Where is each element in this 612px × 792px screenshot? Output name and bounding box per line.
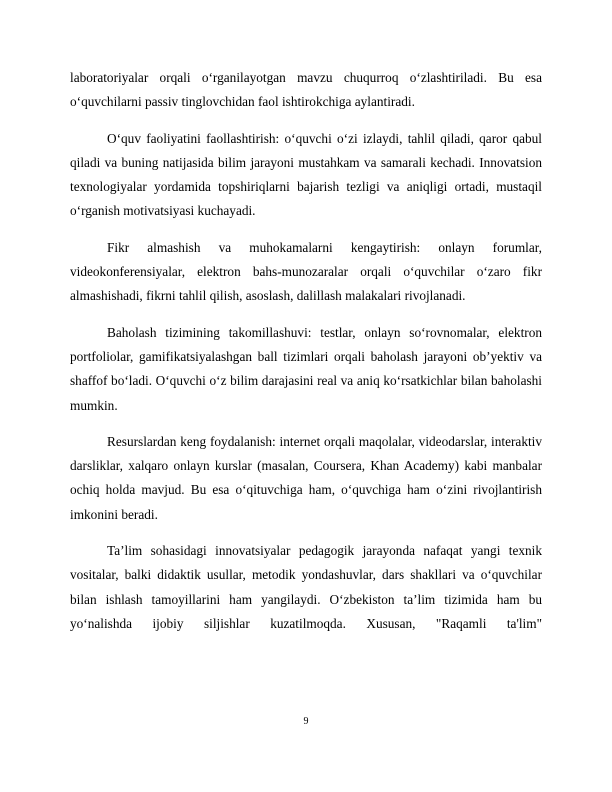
paragraph-assessment: Baholash tizimining takomillashuvi: testlar, onlayn so‘rovnomalar, elektron portfoliolar, gamifikatsiyalashgan ball tizimlari orqali baholash jarayoni ob’yektiv va shaffof bo‘ladi. O‘quvchi o‘z bilim darajasini real va aniq ko‘rsatkichlar bilan baholashi mumkin. [70,324,542,413]
paragraph-innovations: Ta’lim sohasidagi innovatsiyalar pedagogik jarayonda nafaqat yangi texnik vositalar, balki didaktik usullar, metodik yondashuvlar, dars shakllari va o‘quvchilar bilan ishlash tamoyillarini ham yangilaydi. O‘zbekiston ta’lim tizimida ham bu yo‘nalishda ijobiy siljishlar kuzatilmoqda. Xususan, "Raqamli ta'lim" [70,543,542,631]
page-number: 9 [303,716,309,727]
paragraph-continuation: laboratoriyalar orqali o‘rganilayotgan mavzu chuqurroq o‘zlashtiriladi. Bu esa o‘quvchilarni passiv tinglovchidan faol ishtirokchiga aylantiradi. [70,70,542,110]
paragraph-resources: Resurslardan keng foydalanish: internet orqali maqolalar, videodarslar, interaktiv darsliklar, xalqaro onlayn kurslar (masalan, Coursera, Khan Academy) kabi manbalar ochiq holda mavjud. Bu esa o‘qituvchiga ham, o‘quvchiga ham o‘zini rivojlantirish imkonini beradi. [70,433,542,522]
document-body [70,66,542,648]
paragraph-discussion: Fikr almashish va muhokamalarni kengaytirish: onlayn forumlar, videokonferensiyalar, elektron bahs-munozaralar orqali o‘quvchilar o‘zaro fikr almashishadi, fikrni tahlil qilish, asoslash, dalillash malakalari rivojlanadi. [70,239,542,304]
paragraph-learning-activation: O‘quv faoliyatini faollashtirish: o‘quvchi o‘zi izlaydi, tahlil qiladi, qaror qabul qiladi va buning natijasida bilim jarayoni mustahkam va samarali kechadi. Innovatsion texnologiyalar yordamida topshiriqlarni bajarish tezligi va aniqligi ortadi, mustaqil o‘rganish motivatsiyasi kuchayadi. [70,130,542,219]
